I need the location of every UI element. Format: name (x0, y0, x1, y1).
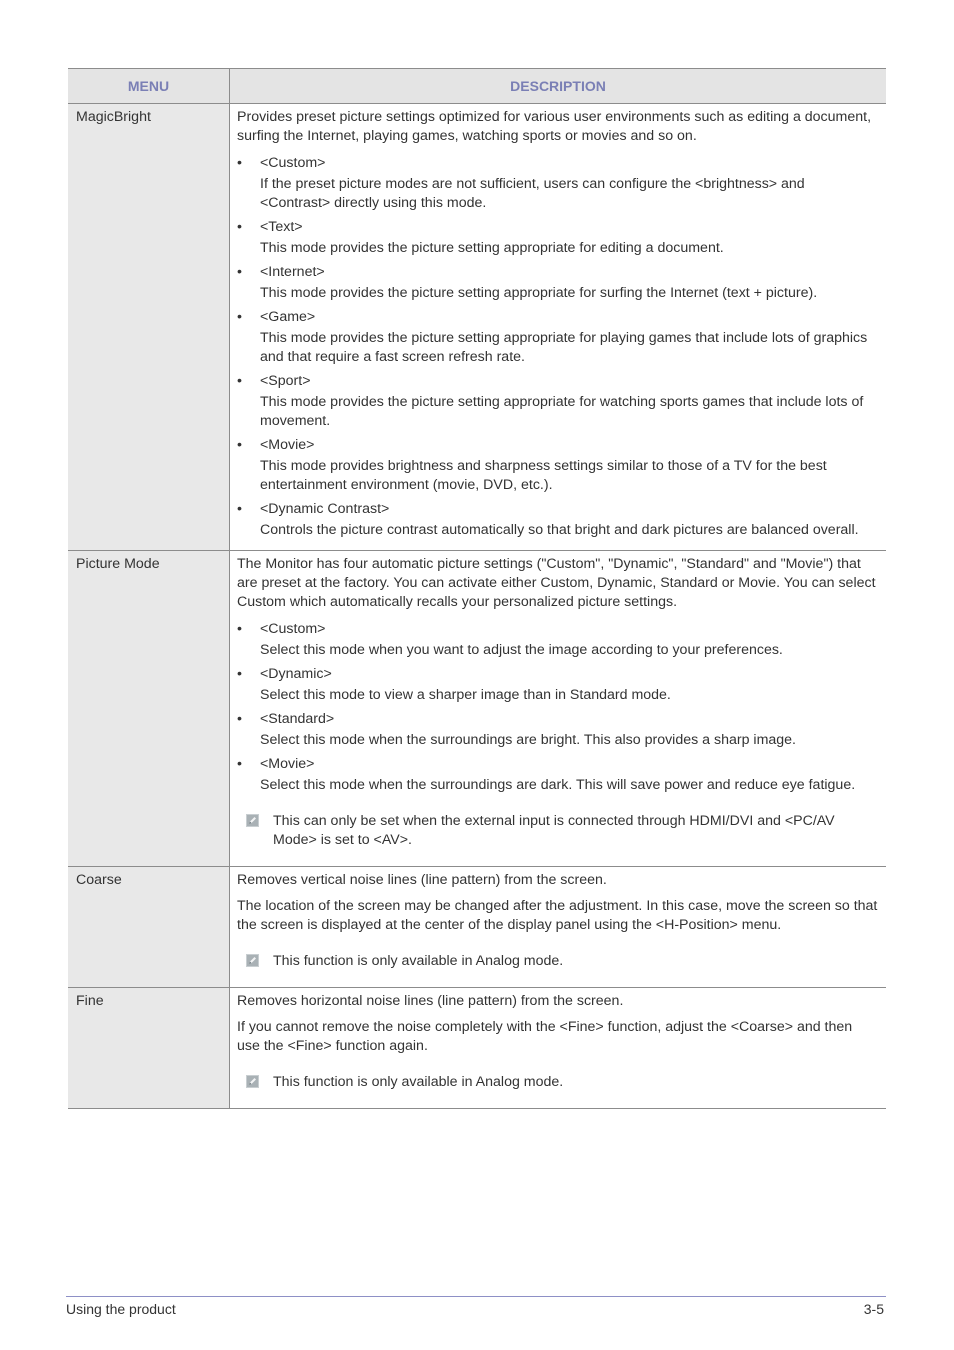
option-description: Select this mode when the surroundings are bright. This also provides a sharp image. (260, 732, 797, 748)
description-cell (230, 988, 887, 1109)
option-title: <Custom> (260, 155, 326, 171)
menu-column-header: MENU (68, 69, 230, 104)
description-column-header: DESCRIPTION (230, 69, 887, 104)
option-title: <Movie> (260, 756, 315, 772)
note-text: This function is only available in Analog mode. (273, 953, 564, 969)
bullet-icon: • (237, 621, 242, 637)
option-title: <Custom> (260, 621, 326, 637)
bullet-icon: • (237, 264, 242, 280)
note-block (237, 812, 878, 850)
option-list-item (237, 263, 878, 303)
bullet-icon: • (237, 309, 242, 325)
option-title: <Dynamic> (260, 666, 332, 682)
description-cell (230, 867, 887, 988)
option-list-item (237, 710, 878, 750)
description-paragraph: Provides preset picture settings optimized for various user environments such as editing a document, surfing the Internet, playing games, watching sports or movies and so on. (237, 109, 872, 144)
option-list (237, 154, 878, 540)
bullet-icon: • (237, 373, 242, 389)
option-title: <Sport> (260, 373, 311, 389)
note-text: This function is only available in Analog mode. (273, 1074, 564, 1090)
note-block (237, 1073, 878, 1092)
option-list-item (237, 218, 878, 258)
table-row (68, 988, 886, 1109)
table-row (68, 551, 886, 867)
option-list-item (237, 154, 878, 213)
option-title: <Internet> (260, 264, 325, 280)
note-block (237, 952, 878, 971)
note-pencil-icon (246, 954, 259, 967)
option-list-item (237, 436, 878, 495)
option-list-item (237, 755, 878, 795)
footer-page-number: 3-5 (863, 1301, 884, 1317)
footer-section-title: Using the product (66, 1301, 176, 1317)
option-title: <Game> (260, 309, 316, 325)
bullet-icon: • (237, 437, 242, 453)
option-description: Select this mode when the surroundings are dark. This will save power and reduce eye fatigue. (260, 777, 856, 793)
option-list-item (237, 665, 878, 705)
table-row (68, 104, 886, 551)
bullet-icon: • (237, 756, 242, 772)
bullet-icon: • (237, 155, 242, 171)
option-description: This mode provides brightness and sharpness settings similar to those of a TV for the best entertainment environment (movie, DVD, etc.). (260, 458, 827, 493)
bullet-icon: • (237, 501, 242, 517)
description-paragraph: The Monitor has four automatic picture settings ("Custom", "Dynamic", "Standard" and "Movie") that are preset at the factory. You can activate either Custom, Dynamic, Standard or Movie. You can select Custom which automatically recalls your personalized picture settings. (237, 556, 876, 610)
table-row (68, 867, 886, 988)
menu-name-cell: Coarse (68, 867, 230, 988)
description-cell (230, 104, 887, 551)
option-list-item (237, 620, 878, 660)
note-pencil-icon (246, 1075, 259, 1088)
table-header-row (68, 69, 886, 104)
option-description: This mode provides the picture setting appropriate for playing games that include lots of graphics and that require a fast screen refresh rate. (260, 330, 868, 365)
option-title: <Text> (260, 219, 303, 235)
description-paragraph: The location of the screen may be changed after the adjustment. In this case, move the screen so that the screen is displayed at the center of the display panel using the <H-Position> menu. (237, 898, 878, 933)
bullet-icon: • (237, 219, 242, 235)
menu-name-cell: Fine (68, 988, 230, 1109)
table-body (68, 104, 886, 1109)
description-paragraph: Removes horizontal noise lines (line pattern) from the screen. (237, 993, 624, 1009)
option-title: <Movie> (260, 437, 315, 453)
footer-rule (66, 1296, 886, 1297)
description-cell (230, 551, 887, 867)
description-paragraph: Removes vertical noise lines (line pattern) from the screen. (237, 872, 607, 888)
option-description: Select this mode to view a sharper image than in Standard mode. (260, 687, 671, 703)
note-text: This can only be set when the external input is connected through HDMI/DVI and <PC/AV Mode> is set to <AV>. (273, 813, 835, 848)
note-pencil-icon (246, 814, 259, 827)
option-description: This mode provides the picture setting appropriate for editing a document. (260, 240, 724, 256)
option-description: Select this mode when you want to adjust the image according to your preferences. (260, 642, 783, 658)
description-paragraph: If you cannot remove the noise completely with the <Fine> function, adjust the <Coarse> and then use the <Fine> function again. (237, 1019, 853, 1054)
menu-name-cell: Picture Mode (68, 551, 230, 867)
bullet-icon: • (237, 666, 242, 682)
menu-name-cell: MagicBright (68, 104, 230, 551)
bullet-icon: • (237, 711, 242, 727)
option-list (237, 620, 878, 795)
option-list-item (237, 372, 878, 431)
option-title: <Standard> (260, 711, 335, 727)
option-description: If the preset picture modes are not sufficient, users can configure the <brightness> and <Contrast> directly using this mode. (260, 176, 805, 211)
option-description: This mode provides the picture setting appropriate for surfing the Internet (text + picture). (260, 285, 818, 301)
option-description: This mode provides the picture setting appropriate for watching sports games that include lots of movement. (260, 394, 864, 429)
option-description: Controls the picture contrast automatically so that bright and dark pictures are balanced overall. (260, 522, 859, 538)
menu-description-table (68, 68, 886, 1109)
option-list-item (237, 308, 878, 367)
option-list-item (237, 500, 878, 540)
option-title: <Dynamic Contrast> (260, 501, 390, 517)
